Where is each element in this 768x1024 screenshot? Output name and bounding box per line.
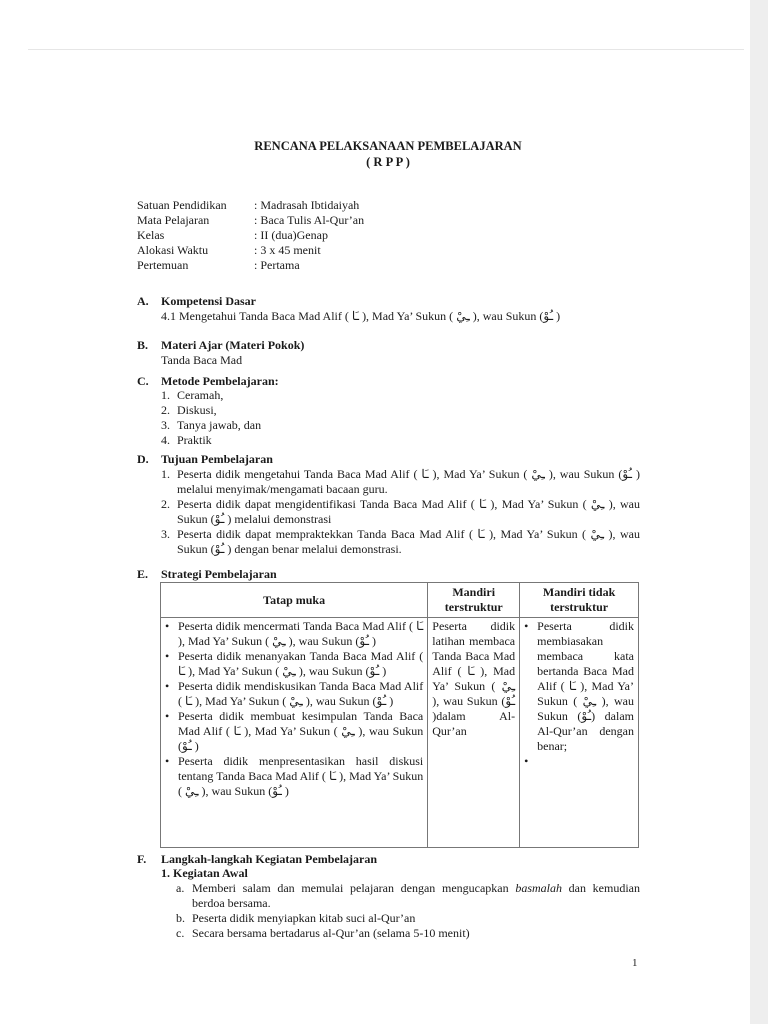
identity-value: : Baca Tulis Al-Qur’an bbox=[254, 213, 365, 227]
list-item: c. Secara bersama bertadarus al-Qur’an (selama 5-10 menit) bbox=[176, 926, 470, 940]
table-row bbox=[161, 618, 639, 848]
section-a-heading bbox=[137, 294, 256, 309]
list-item: 3. Peserta didik dapat mempraktekkan Tanda Baca Mad Alif ( ـَا ), Mad Ya’ Sukun ( ـِيْ ), wau Sukun (ـُوْ ) dengan benar melalui demonstrasi. bbox=[161, 527, 640, 556]
mandiri-terstruktur-cell: Peserta didik latihan membaca Tanda Baca Mad Alif ( ـَا ), Mad Ya’ Sukun ( ـِيْ ), wau Sukun (ـُوْ )dalam Al-Qur’an bbox=[428, 618, 520, 848]
method-list bbox=[161, 388, 461, 448]
document-subtitle: ( R P P ) bbox=[366, 155, 410, 169]
section-title: Metode Pembelajaran: bbox=[161, 374, 279, 388]
section-e-heading bbox=[137, 567, 277, 582]
identity-key: Satuan Pendidikan bbox=[137, 198, 227, 212]
list-item: 2. Diskusi, bbox=[161, 403, 217, 417]
tatap-muka-cell bbox=[161, 618, 428, 848]
list-item: 1. Ceramah, bbox=[161, 388, 224, 402]
identity-key: Pertemuan bbox=[137, 258, 189, 272]
list-item: 3. Tanya jawab, dan bbox=[161, 418, 262, 432]
list-item: • Peserta didik mencermati Tanda Baca Mad Alif ( ـَا ), Mad Ya’ Sukun ( ـِيْ ), wau Sukun (ـُوْ ) bbox=[165, 619, 424, 648]
section-title: Materi Ajar (Materi Pokok) bbox=[161, 338, 305, 352]
section-a-text: 4.1 Mengetahui Tanda Baca Mad Alif ( ـَا ), Mad Ya’ Sukun ( ـِيْ ), wau Sukun (ـُوْ ) bbox=[161, 309, 561, 323]
table-header-row bbox=[161, 583, 639, 618]
identity-value: : 3 x 45 menit bbox=[254, 243, 321, 257]
column-header: Mandiri terstruktur bbox=[428, 583, 520, 618]
section-letter: C. bbox=[137, 374, 149, 388]
list-item: • Peserta didik menpresentasikan hasil diskusi tentang Tanda Baca Mad Alif ( ـَا ), Mad Ya’ Sukun ( ـِيْ ), wau Sukun (ـُوْ ) bbox=[165, 754, 424, 798]
section-b-text: Tanda Baca Mad bbox=[161, 353, 243, 367]
section-title: Kompetensi Dasar bbox=[161, 294, 256, 308]
identity-value: : Madrasah Ibtidaiyah bbox=[254, 198, 360, 212]
identity-value: : Pertama bbox=[254, 258, 300, 272]
activity-list bbox=[176, 881, 640, 941]
section-letter: D. bbox=[137, 452, 149, 466]
section-f-heading bbox=[137, 852, 377, 867]
identity-key: Mata Pelajaran bbox=[137, 213, 210, 227]
section-title: Strategi Pembelajaran bbox=[161, 567, 277, 581]
section-letter: B. bbox=[137, 338, 149, 352]
list-item: • Peserta didik menanyakan Tanda Baca Mad Alif ( ـَا ), Mad Ya’ Sukun ( ـِيْ ), wau Sukun (ـُوْ ) bbox=[165, 649, 424, 678]
section-b-heading bbox=[137, 338, 304, 353]
identity-value: : II (dua)Genap bbox=[254, 228, 328, 242]
subsection-title: 1. Kegiatan Awal bbox=[161, 866, 248, 880]
section-c-heading bbox=[137, 374, 279, 389]
list-item: • Peserta didik membiasakan membaca kata bertanda Baca Mad Alif ( ـَا ), Mad Ya’ Sukun ( ـِيْ ), wau Sukun (ـُوْ) dalam Al-Qur’an dengan benar; bbox=[524, 619, 634, 753]
strategy-table bbox=[160, 582, 639, 848]
empty-bullet: • bbox=[524, 754, 529, 768]
objective-list bbox=[161, 467, 640, 557]
list-item: b. Peserta didik menyiapkan kitab suci al-Qur’an bbox=[176, 911, 416, 925]
list-item: 4. Praktik bbox=[161, 433, 212, 447]
section-title: Langkah-langkah Kegiatan Pembelajaran bbox=[161, 852, 378, 866]
list-item: a. Memberi salam dan memulai pelajaran dengan mengucapkan basmalah dan kemudian berdoa bersama. bbox=[176, 881, 640, 910]
list-item: • Peserta didik membuat kesimpulan Tanda Baca Mad Alif ( ـَا ), Mad Ya’ Sukun ( ـِيْ ), wau Sukun (ـُوْ ) bbox=[165, 709, 424, 753]
section-letter: F. bbox=[137, 852, 147, 866]
column-header: Mandiri tidak terstruktur bbox=[520, 583, 639, 618]
list-item: 1. Peserta didik mengetahui Tanda Baca Mad Alif ( ـَا ), Mad Ya’ Sukun ( ـِيْ ), wau Sukun (ـُوْ ) melalui menyimak/mengamati bacaan guru. bbox=[161, 467, 641, 496]
section-title: Tujuan Pembelajaran bbox=[161, 452, 273, 466]
section-letter: A. bbox=[137, 294, 149, 308]
section-d-heading bbox=[137, 452, 273, 467]
document-title: RENCANA PELAKSANAAN PEMBELAJARAN bbox=[254, 139, 522, 153]
page-number: 1 bbox=[632, 957, 638, 969]
list-item: 2. Peserta didik dapat mengidentifikasi Tanda Baca Mad Alif ( ـَا ), Mad Ya’ Sukun ( ـِيْ ), wau Sukun (ـُوْ ) melalui demonstrasi bbox=[161, 497, 640, 526]
column-header: Tatap muka bbox=[161, 583, 428, 618]
identity-key: Alokasi Waktu bbox=[137, 243, 209, 257]
list-item: • Peserta didik mendiskusikan Tanda Baca Mad Alif ( ـَا ), Mad Ya’ Sukun ( ـِيْ ), wau Sukun (ـُوْ ) bbox=[165, 679, 424, 708]
mandiri-tidak-terstruktur-cell bbox=[520, 618, 639, 848]
section-letter: E. bbox=[137, 567, 149, 581]
identity-key: Kelas bbox=[137, 228, 165, 242]
